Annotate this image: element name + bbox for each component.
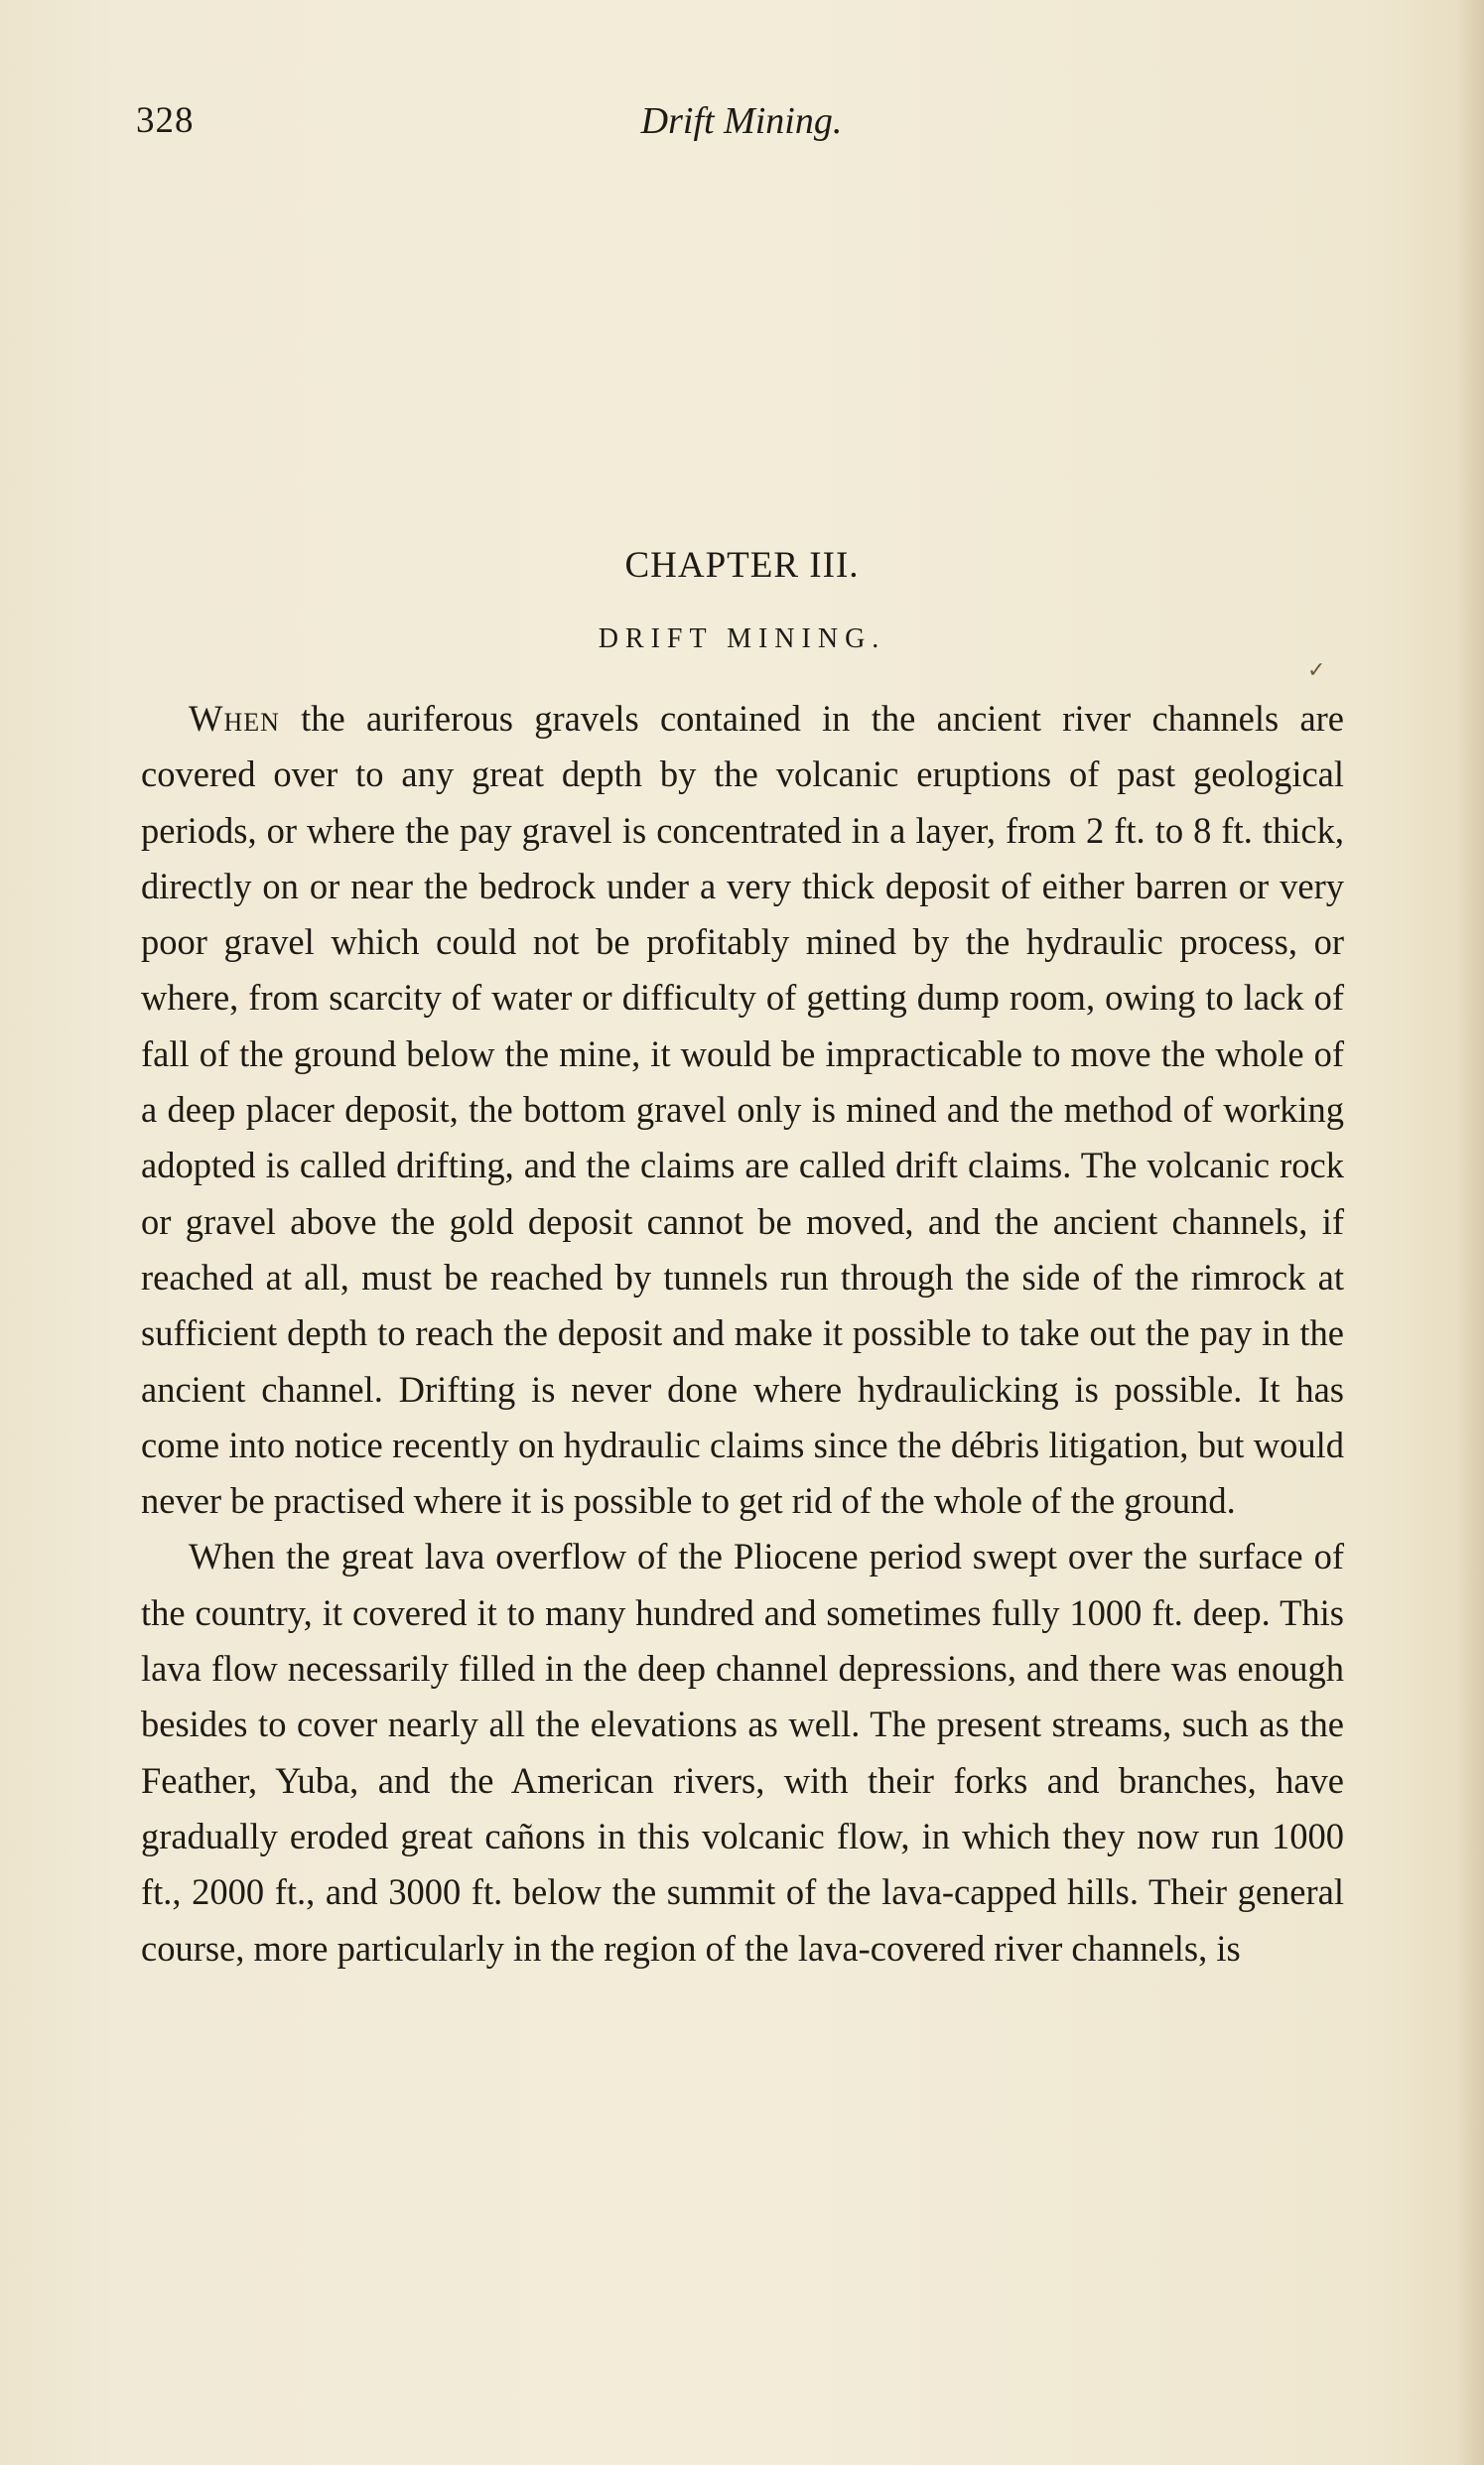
paragraph-2-text: When the great lava overflow of the Pliocene period swept over the surface of the country, it covered it to many hundred and sometimes fully 1000 ft. deep. This lava flow necessarily filled in the deep channel depressions, and there was enough besides to cover nearly all the elevations as well. The present streams, such as the Feather, Yuba, and the American rivers, with their forks and branches, have gradually eroded great cañons in this volcanic flow, in which they now run 1000 ft., 2000 ft., and 3000 ft. below the summit of the lava-capped hills. Their general course, more particularly in the region of the lava-covered river channels, is bbox=[141, 1536, 1344, 1969]
chapter-number: CHAPTER III. bbox=[624, 545, 860, 586]
running-head bbox=[136, 99, 1347, 159]
paragraph-1 bbox=[141, 691, 1344, 1529]
paragraph-2 bbox=[141, 1529, 1344, 1976]
margin-check-mark: ✓ bbox=[1307, 657, 1326, 682]
chapter-title: DRIFT MINING. bbox=[598, 623, 886, 654]
running-title: Drift Mining. bbox=[640, 100, 843, 142]
paragraph-1-lead: When bbox=[189, 698, 280, 739]
page-number: 328 bbox=[136, 100, 195, 141]
paragraph-1-text: the auriferous gravels contained in the ancient river channels are covered over to any great depth by the volcanic eruptions of past geological periods, or where the pay gravel is concentrated in a layer, from 2 ft. to 8 ft. thick, directly on or near the bedrock under a very thick deposit of either barren or very poor gravel which could not be profitably mined by the hydraulic process, or where, from scarcity of water or difficulty of getting dump room, owing to lack of fall of the ground below the mine, it would be impracticable to move the whole of a deep placer deposit, the bottom gravel only is mined and the method of working adopted is called drifting, and the claims are called drift claims. The volcanic rock or gravel above the gold deposit cannot be moved, and the ancient channels, if reached at all, must be reached by tunnels run through the side of the rimrock at sufficient depth to reach the deposit and make it possible to take out the pay in the ancient channel. Drifting is never done where hydraulicking is possible. It has come into notice recently on hydraulic claims since the débris litigation, but would never be practised where it is possible to get rid of the whole of the ground. bbox=[141, 698, 1344, 1522]
body-text bbox=[141, 691, 1344, 1977]
page-edge-shadow bbox=[1456, 0, 1484, 2465]
